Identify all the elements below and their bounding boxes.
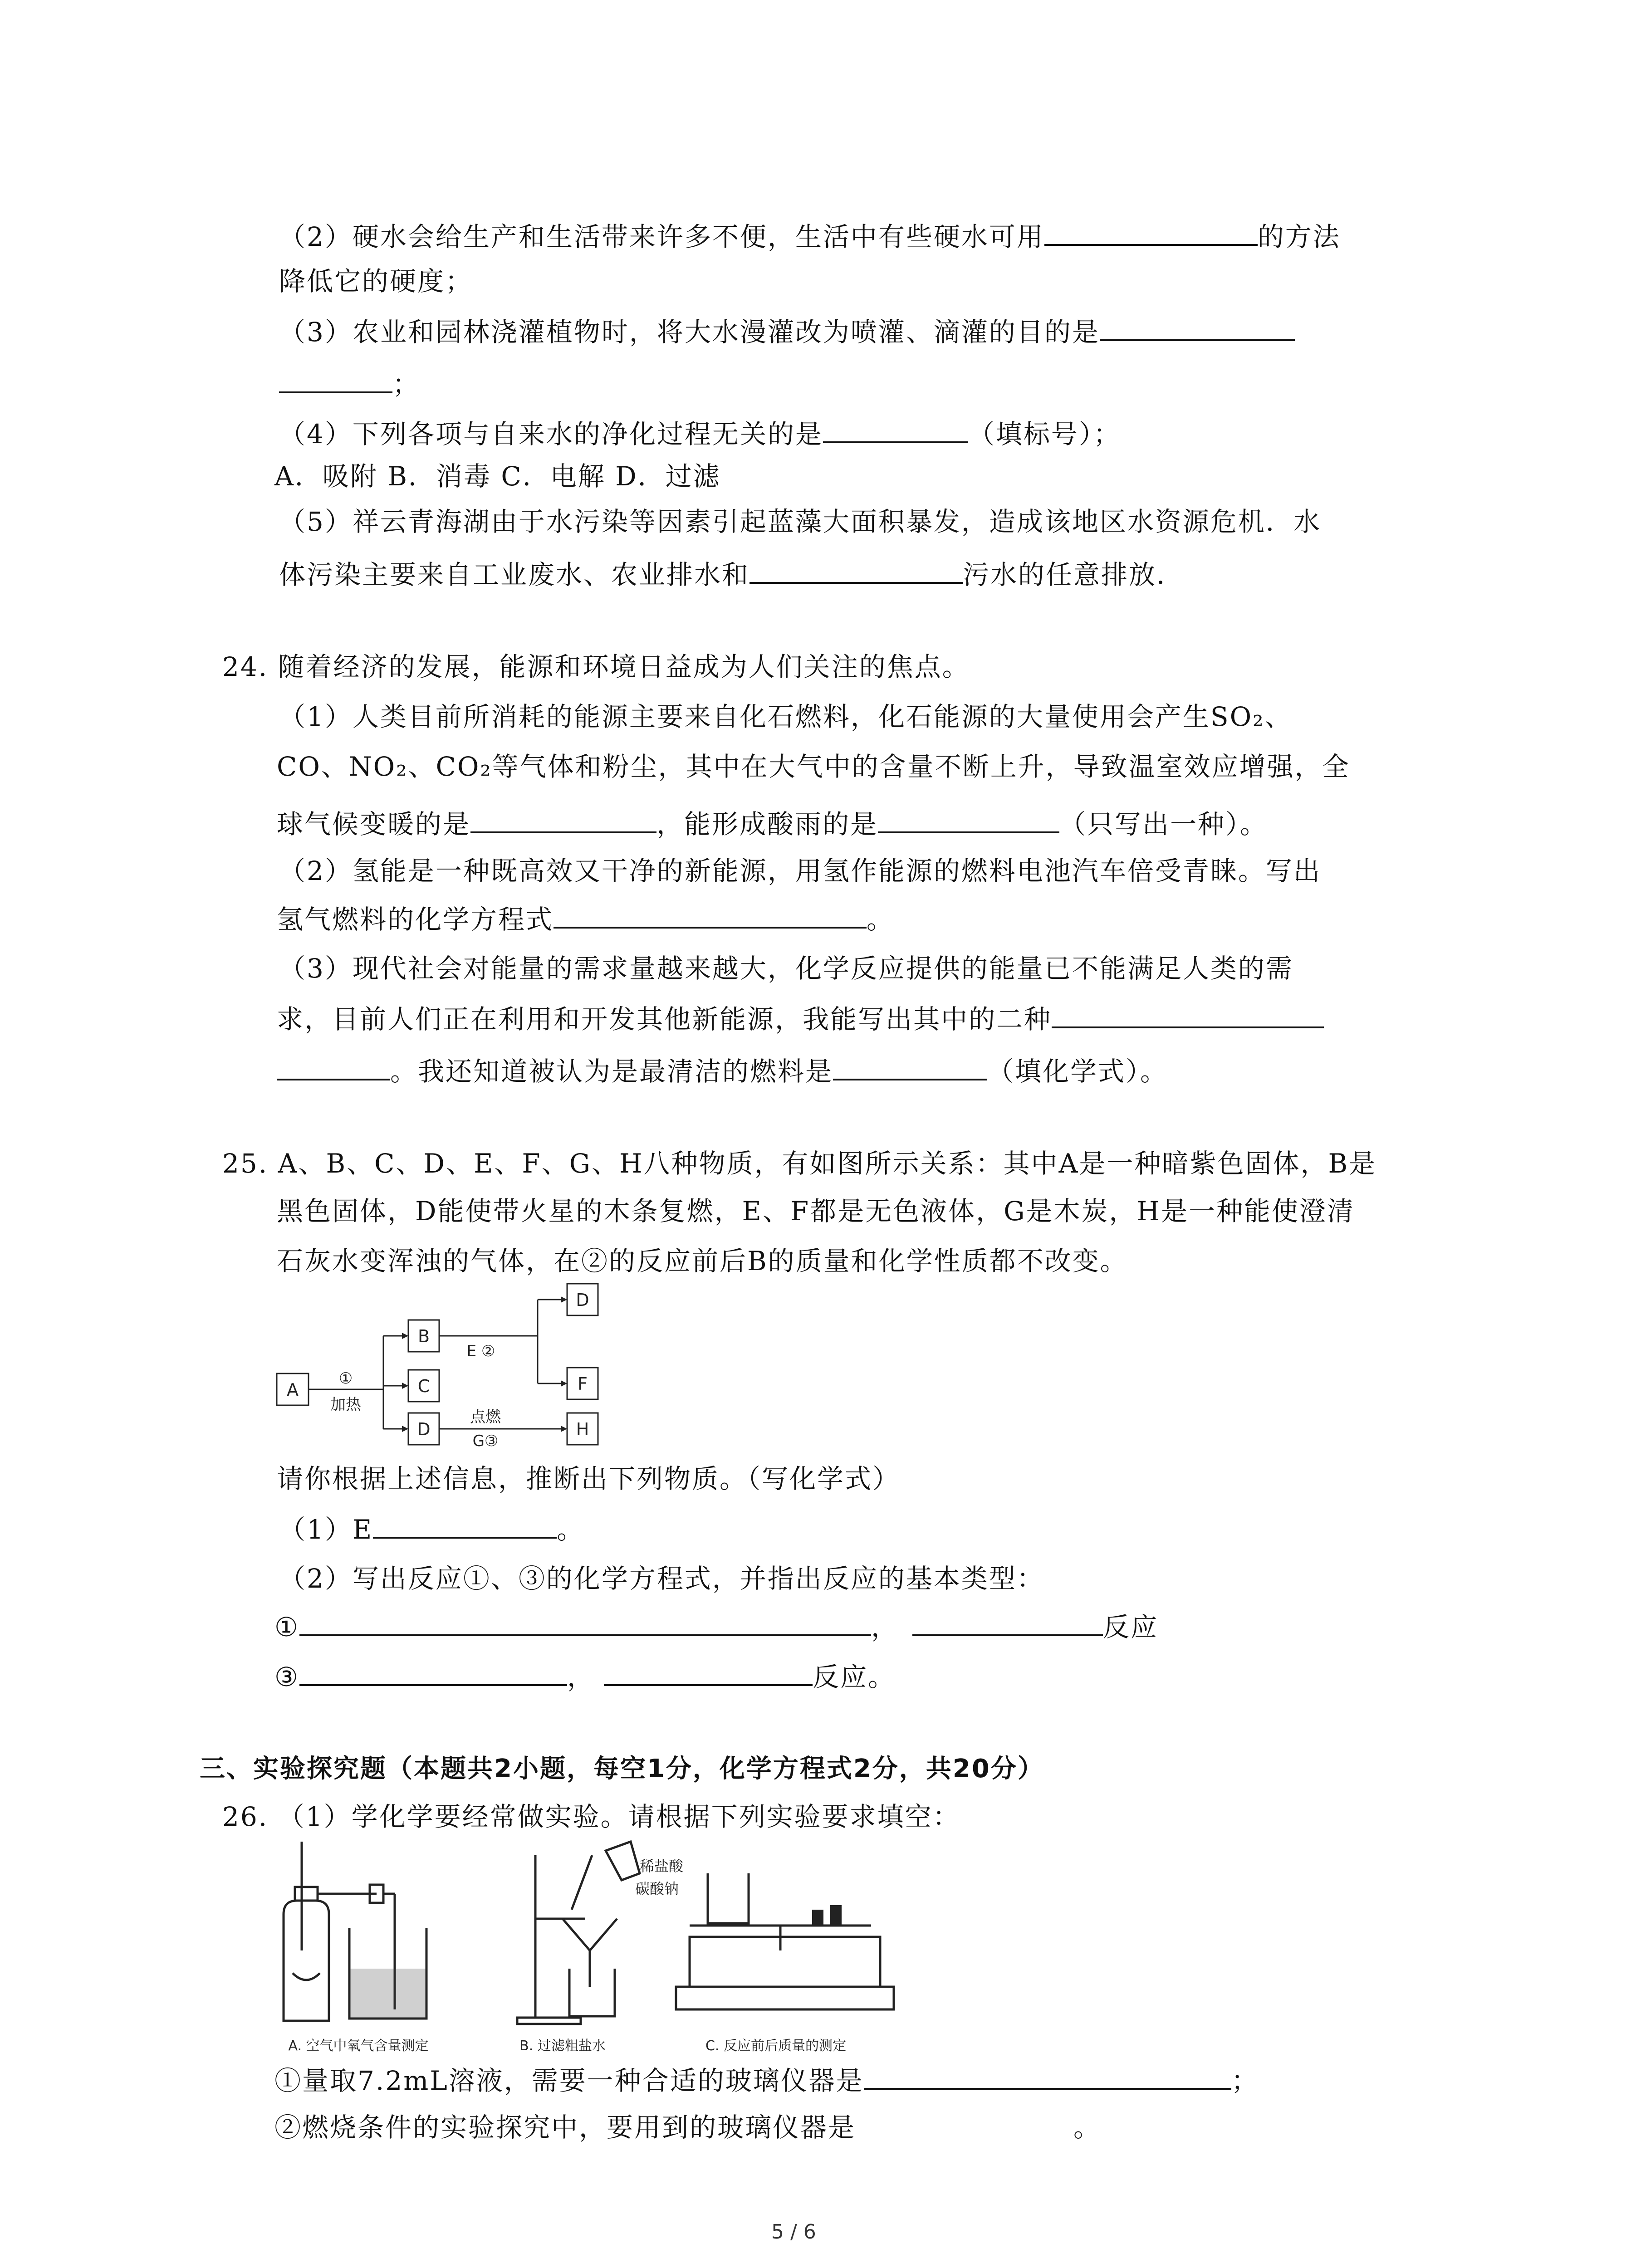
q24-part3-line2 <box>277 1000 1324 1037</box>
reaction-type-suffix: 反应。 <box>813 1662 896 1692</box>
answer-blank[interactable] <box>299 1658 567 1686</box>
answer-blank[interactable] <box>1100 313 1295 341</box>
q23-part5-line1: （5）祥云青海湖由于水污染等因素引起蓝藻大面积暴发，造成该地区水资源危机．水 <box>279 506 1321 537</box>
arrowhead <box>402 1333 408 1339</box>
answer-blank[interactable] <box>277 1052 390 1080</box>
answer-blank[interactable] <box>912 1608 1103 1636</box>
q23-part3-text: （3）农业和园林浇灌植物时，将大水漫灌改为喷灌、滴灌的目的是 <box>279 317 1100 347</box>
q23-part3-line1 <box>279 313 1295 350</box>
q24-part3-text-mid: 。我还知道被认为是最清洁的燃料是 <box>390 1056 833 1087</box>
page-number: 5 / 6 <box>771 2220 816 2244</box>
q23-part2-text-end: 的方法 <box>1257 221 1341 252</box>
experiment-figure <box>272 1837 930 2059</box>
q26-stem: 26. （1）学化学要经常做实验。请根据下列实验要求填空： <box>222 1801 960 1832</box>
separator: ， <box>567 1662 595 1692</box>
q25-reaction1-line <box>274 1608 1158 1645</box>
gas-bottle <box>284 1901 329 2021</box>
reaction-3-number: ③ <box>274 1662 299 1692</box>
node-d-bottom: D <box>417 1419 431 1439</box>
beaker-water <box>350 1969 426 2018</box>
q25-part1-text: （1）E <box>279 1514 373 1545</box>
reaction-3-label: G③ <box>472 1432 499 1450</box>
q24-part1-line2: CO、NO₂、CO₂等气体和粉尘，其中在大气中的含量不断上升，导致温室效应增强，全 <box>277 751 1350 782</box>
q23-part3-line2 <box>279 365 420 402</box>
flask-beaker <box>708 1873 749 1923</box>
answer-blank[interactable] <box>604 1658 813 1686</box>
weight <box>812 1910 823 1926</box>
arrowhead <box>402 1383 408 1389</box>
q25-part1 <box>279 1510 584 1548</box>
caption-c: C. 反应前后质量的测定 <box>705 2038 847 2054</box>
glass-rod <box>572 1855 592 1910</box>
combustion-spoon <box>293 1973 320 1980</box>
q23-part2-line1 <box>279 218 1341 255</box>
q26-item1-end: ； <box>1231 2065 1259 2096</box>
label-hydrochloric-acid: 稀盐酸 <box>640 1857 684 1875</box>
q24-part1-line3 <box>277 805 1268 842</box>
node-c: C <box>417 1376 430 1396</box>
q24-part3-end: （填化学式）。 <box>987 1056 1168 1087</box>
q23-part4-line1 <box>279 415 1121 452</box>
node-h: H <box>576 1419 589 1439</box>
q23-part4-options: A．吸附 B．消毒 C．电解 D．过滤 <box>274 461 721 492</box>
node-a: A <box>287 1380 299 1400</box>
q25-stem-line2: 黑色固体，D能使带火星的木条复燃，E、F都是无色液体，G是木炭，H是一种能使澄清 <box>277 1196 1355 1227</box>
q23-part4-text: （4）下列各项与自来水的净化过程无关的是 <box>279 419 823 450</box>
answer-blank[interactable] <box>749 556 963 584</box>
q24-part1-text: 球气候变暖的是 <box>277 809 471 840</box>
reaction-type-suffix: 反应 <box>1103 1612 1159 1642</box>
ignite-label: 点燃 <box>470 1408 501 1426</box>
receiving-beaker <box>569 1969 615 2016</box>
reaction-2-label: E ② <box>466 1342 495 1360</box>
q25-stem-line3: 石灰水变浑浊的气体，在②的反应前后B的质量和化学性质都不改变。 <box>277 1246 1128 1276</box>
arrowhead <box>561 1426 567 1432</box>
q23-part5-end: 污水的任意排放． <box>963 559 1185 590</box>
answer-blank[interactable] <box>833 1052 987 1080</box>
caption-a: A. 空气中氧气含量测定 <box>288 2038 429 2054</box>
balance-base <box>676 1987 894 2009</box>
q26-item2-text: ②燃烧条件的实验探究中，要用到的玻璃仪器是 <box>274 2112 856 2143</box>
caption-b: B. 过滤粗盐水 <box>519 2038 606 2054</box>
q26-item1 <box>274 2062 1259 2099</box>
q26-item1-text: ①量取7.2mL溶液，需要一种合适的玻璃仪器是 <box>274 2065 864 2096</box>
answer-blank[interactable] <box>299 1608 871 1636</box>
q24-part3-line3 <box>277 1052 1168 1090</box>
arrowhead <box>561 1296 567 1303</box>
q24-stem: 24. 随着经济的发展，能源和环境日益成为人们关注的焦点。 <box>222 651 970 682</box>
q24-part3-text: 求，目前人们正在利用和开发其他新能源，我能写出其中的二种 <box>277 1004 1052 1035</box>
q26-item2 <box>274 2109 1101 2146</box>
answer-blank[interactable] <box>864 2062 1231 2090</box>
node-f: F <box>578 1374 588 1394</box>
q24-part2-line2 <box>277 900 894 938</box>
q24-part2-end: 。 <box>867 904 895 935</box>
answer-blank[interactable] <box>1052 1000 1324 1028</box>
reaction-1-label: ① <box>338 1369 353 1388</box>
answer-blank[interactable] <box>554 900 867 929</box>
answer-blank[interactable] <box>1044 218 1258 246</box>
q25-part1-end: 。 <box>557 1514 585 1545</box>
answer-blank[interactable] <box>823 415 968 443</box>
q25-part2: （2）写出反应①、③的化学方程式，并指出反应的基本类型： <box>279 1563 1044 1594</box>
node-b: B <box>417 1326 430 1346</box>
q24-part1-end: （只写出一种）。 <box>1059 809 1268 840</box>
arrowhead <box>402 1426 408 1432</box>
q23-part4-end: （填标号）； <box>968 419 1121 450</box>
q25-stem-line1: 25. A、B、C、D、E、F、G、H八种物质，有如图所示关系：其中A是一种暗紫色固体，B是 <box>222 1148 1377 1179</box>
separator: ， <box>871 1612 899 1642</box>
q24-part1-text-mid: ，能形成酸雨的是 <box>656 809 878 840</box>
q23-part3-end: ； <box>392 369 421 400</box>
funnel <box>563 1919 617 1950</box>
q25-ask: 请你根据上述信息，推断出下列物质。（写化学式） <box>277 1463 901 1494</box>
q24-part3-line1: （3）现代社会对能量的需求量越来越大，化学反应提供的能量已不能满足人类的需 <box>279 953 1293 984</box>
q24-part2-text: 氢气燃料的化学方程式 <box>277 904 554 935</box>
answer-blank[interactable] <box>279 365 392 393</box>
weight <box>830 1905 842 1926</box>
reaction-diagram <box>272 1275 617 1456</box>
q23-part5-line2 <box>279 556 1184 593</box>
answer-blank[interactable] <box>470 805 656 833</box>
q24-part2-line1: （2）氢能是一种既高效又干净的新能源，用氢作能源的燃料电池汽车倍受青睐。写出 <box>279 855 1321 886</box>
q24-part1-line1: （1）人类目前所消耗的能源主要来自化石燃料，化石能源的大量使用会产生SO₂、 <box>279 701 1293 732</box>
node-d-top: D <box>576 1290 589 1310</box>
iron-stand-base <box>517 2018 581 2024</box>
label-sodium-carbonate: 碳酸钠 <box>635 1880 679 1897</box>
heat-label: 加热 <box>330 1396 361 1414</box>
q23-part2-line2: 降低它的硬度； <box>279 266 473 297</box>
balance-body <box>690 1937 880 1987</box>
stopper <box>295 1887 318 1901</box>
arrowhead <box>561 1380 567 1387</box>
q26-item2-end: 。 <box>1073 2112 1102 2143</box>
q25-reaction3-line <box>274 1658 896 1695</box>
pouring-beaker <box>606 1842 640 1880</box>
answer-blank[interactable] <box>878 805 1059 833</box>
reaction-1-number: ① <box>274 1612 299 1642</box>
answer-blank[interactable] <box>373 1510 557 1539</box>
q23-part5-text: 体污染主要来自工业废水、农业排水和 <box>279 559 750 590</box>
section-title: 三、实验探究题（本题共2小题，每空1分，化学方程式2分，共20分） <box>200 1754 1044 1784</box>
q23-part2-text: （2）硬水会给生产和生活带来许多不便，生活中有些硬水可用 <box>279 221 1044 252</box>
